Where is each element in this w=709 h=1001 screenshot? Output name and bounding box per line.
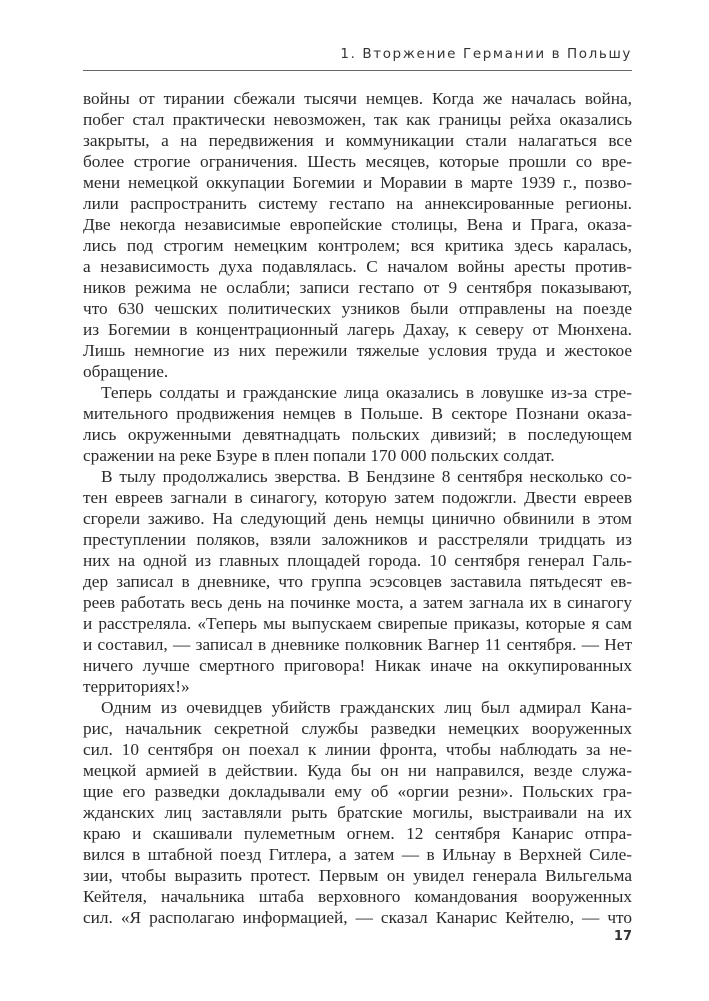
text-line: В тылу продолжались зверства. В Бендзине 8 сентября несколько со-: [101, 467, 632, 486]
text-line: обращение.: [83, 362, 169, 381]
running-header: 1. Вторжение Германии в Польшу: [340, 46, 632, 62]
text-line: Одним из очевидцев убийств гражданских лиц был адмирал Кана-: [101, 698, 632, 717]
text-line: сил. «Я располагаю информацией, — сказал Канарис Кейтелю, — что: [83, 908, 632, 927]
text-line: территориях!»: [83, 677, 190, 696]
text-line: и расстреляла. «Теперь мы выпускаем свирепые приказы, которые я сам: [83, 614, 632, 633]
text-line: рис, начальник секретной службы разведки немецких вооруженных: [83, 719, 632, 738]
text-line: а независимость духа подавлялась. С началом войны аресты против-: [83, 257, 632, 276]
text-line: более строгие ограничения. Шесть месяцев, которые прошли со вре-: [83, 152, 632, 171]
text-line: лись под строгим немецким контролем; вся критика здесь каралась,: [83, 236, 632, 255]
text-line: дер записал в дневнике, что группа эсэсовцев заставила пятьдесят ев-: [83, 572, 632, 591]
paragraph: [83, 466, 632, 697]
text-line: вился в штабной поезд Гитлера, а затем — в Ильнау в Верхней Силе-: [83, 845, 632, 864]
text-line: что 630 чешских политических узников были отправлены на поезде: [83, 299, 632, 318]
text-line: закрыты, а на передвижения и коммуникации стали налагаться все: [83, 131, 632, 150]
text-line: Кейтеля, начальника штаба верховного командования вооруженных: [83, 887, 632, 906]
text-line: побег стал практически невозможен, так как границы рейха оказались: [83, 110, 632, 129]
text-line: лись окруженными девятнадцать польских дивизий; в последующем: [83, 425, 632, 444]
text-line: ничего лучше смертного приговора! Никак иначе на оккупированных: [83, 656, 632, 675]
text-line: сгорели заживо. На следующий день немцы цинично обвинили в этом: [83, 509, 632, 528]
text-line: ников режима не ослабли; записи гестапо от 9 сентября показывают,: [83, 278, 632, 297]
text-line: мительного продвижения немцев в Польше. В секторе Познани оказа-: [83, 404, 632, 423]
text-line: зии, чтобы выразить протест. Первым он увидел генерала Вильгельма: [83, 866, 632, 885]
text-line: краю и скашивали пулеметным огнем. 12 сентября Канарис отпра-: [83, 824, 632, 843]
text-line: из Богемии в концентрационный лагерь Дахау, к северу от Мюнхена.: [83, 320, 632, 339]
paragraph: [83, 88, 632, 382]
text-line: лили распространить систему гестапо на аннексированные регионы.: [83, 194, 632, 213]
page-number: 17: [613, 929, 632, 944]
paragraph: [83, 382, 632, 466]
text-line: реев работать весь день на починке моста, а затем загнала их в синагогу: [83, 593, 632, 612]
text-line: Лишь немногие из них пережили тяжелые условия труда и жестокое: [83, 341, 632, 360]
text-line: них на одной из главных площадей города. 10 сентября генерал Галь-: [83, 551, 632, 570]
text-line: мецкой армией в действии. Куда бы он ни направился, везде служа-: [83, 761, 632, 780]
text-line: жданских лиц заставляли рыть братские могилы, выстраивали на их: [83, 803, 632, 822]
text-line: щие его разведки докладывали ему об «оргии резни». Польских гра-: [83, 782, 632, 801]
text-line: сражении на реке Бзуре в плен попали 170 000 польских солдат.: [83, 446, 555, 465]
body-text: [83, 88, 632, 928]
text-line: войны от тирании сбежали тысячи немцев. Когда же началась война,: [83, 89, 632, 108]
text-line: сил. 10 сентября он поехал к линии фронта, чтобы наблюдать за не-: [83, 740, 632, 759]
text-line: Теперь солдаты и гражданские лица оказались в ловушке из-за стре-: [101, 383, 632, 402]
text-line: преступлении поляков, взяли заложников и расстреляли тридцать из: [83, 530, 632, 549]
text-line: тен евреев загнали в синагогу, которую затем подожгли. Двести евреев: [83, 488, 632, 507]
text-line: мени немецкой оккупации Богемии и Моравии в марте 1939 г., позво-: [83, 173, 632, 192]
text-line: и составил, — записал в дневнике полковник Вагнер 11 сентября. — Нет: [83, 635, 632, 654]
paragraph: [83, 697, 632, 928]
text-line: Две некогда независимые европейские столицы, Вена и Прага, оказа-: [83, 215, 632, 234]
header-rule: [83, 70, 632, 71]
